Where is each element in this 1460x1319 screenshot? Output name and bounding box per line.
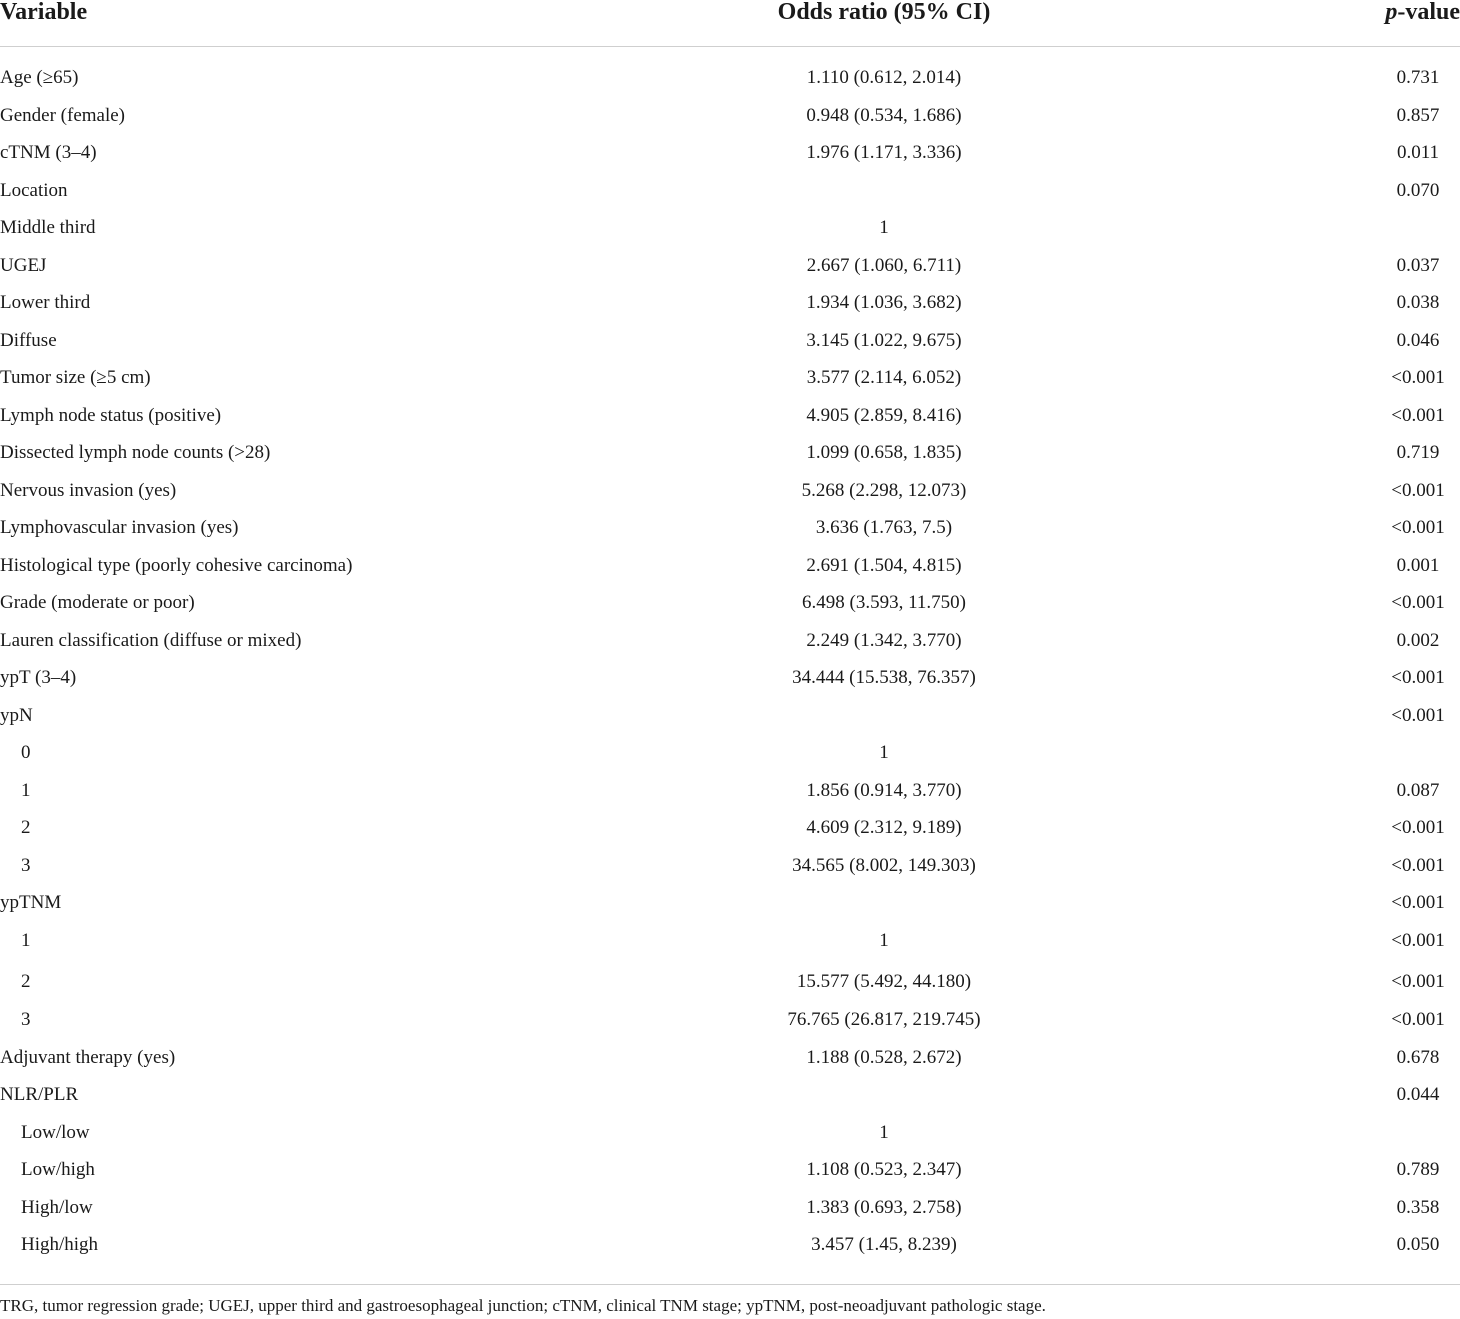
p-value-cell: 0.050: [1396, 1234, 1440, 1255]
table-row: [0, 472, 1460, 510]
variable-cell: Lauren classification (diffuse or mixed): [0, 629, 302, 651]
p-value-cell: <0.001: [1391, 667, 1445, 688]
table-row: [0, 847, 1460, 885]
odds-ratio-cell: 0.948 (0.534, 1.686): [806, 104, 962, 126]
p-value-cell: 0.038: [1396, 292, 1440, 313]
odds-ratio-cell: 4.905 (2.859, 8.416): [806, 404, 962, 426]
variable-cell: Nervous invasion (yes): [0, 479, 177, 501]
column-header-odds-ratio: Odds ratio (95% CI): [777, 0, 991, 25]
table-row: [0, 359, 1460, 397]
variable-cell: ypT (3–4): [0, 667, 77, 688]
variable-cell: Adjuvant therapy (yes): [0, 1046, 176, 1068]
table-body: [0, 59, 1460, 1264]
variable-cell: 1: [21, 779, 31, 801]
footer-rule: [0, 1284, 1460, 1285]
table-row: [0, 397, 1460, 435]
p-value-cell: <0.001: [1391, 479, 1445, 501]
p-value-cell: 0.011: [1396, 142, 1440, 163]
table-row: [0, 884, 1460, 922]
odds-ratio-cell: 1.099 (0.658, 1.835): [806, 442, 962, 463]
table-row: [0, 922, 1460, 960]
table-row: [0, 622, 1460, 660]
variable-cell: cTNM (3–4): [0, 142, 97, 163]
odds-ratio-cell: 2.667 (1.060, 6.711): [806, 254, 962, 276]
variable-cell: High/low: [21, 1196, 93, 1218]
table-row: [0, 1039, 1460, 1077]
table-row: [0, 247, 1460, 285]
table-row: [0, 1076, 1460, 1114]
odds-ratio-cell: 2.691 (1.504, 4.815): [806, 554, 962, 576]
odds-ratio-cell: 5.268 (2.298, 12.073): [801, 479, 967, 501]
odds-ratio-cell: 1.856 (0.914, 3.770): [806, 779, 962, 801]
p-value-cell: 0.789: [1396, 1159, 1440, 1180]
variable-cell: 2: [21, 971, 31, 992]
p-value-cell: <0.001: [1391, 367, 1445, 388]
variable-cell: Lymph node status (positive): [0, 404, 222, 426]
table-row: [0, 209, 1460, 247]
p-value-cell: <0.001: [1391, 517, 1445, 538]
odds-ratio-cell: 3.636 (1.763, 7.5): [815, 517, 953, 538]
odds-ratio-cell: 34.444 (15.538, 76.357): [792, 667, 976, 688]
odds-ratio-cell: 1.108 (0.523, 2.347): [806, 1159, 962, 1180]
odds-ratio-cell: 1.188 (0.528, 2.672): [806, 1046, 962, 1068]
variable-cell: Diffuse: [0, 329, 57, 351]
table-row: [0, 547, 1460, 585]
variable-cell: 3: [21, 1009, 31, 1030]
table-row: [0, 59, 1460, 97]
table-row: [0, 659, 1460, 697]
odds-ratio-cell: 4.609 (2.312, 9.189): [806, 817, 962, 838]
column-header-p-value: [1385, 0, 1460, 28]
odds-ratio-cell: 1.383 (0.693, 2.758): [806, 1196, 962, 1218]
table-row: [0, 509, 1460, 547]
variable-cell: Gender (female): [0, 104, 126, 126]
table-row: [0, 1151, 1460, 1189]
variable-cell: Grade (moderate or poor): [0, 592, 195, 613]
table-row: [0, 772, 1460, 810]
p-value-cell: <0.001: [1391, 971, 1445, 992]
table-row: [0, 284, 1460, 322]
table-row: [0, 1114, 1460, 1152]
odds-ratio-cell: 34.565 (8.002, 149.303): [792, 854, 976, 876]
variable-cell: 2: [21, 817, 31, 838]
variable-cell: Age (≥65): [0, 67, 79, 88]
p-value-cell: 0.719: [1396, 442, 1440, 463]
table-row: [0, 584, 1460, 622]
p-value-cell: 0.046: [1396, 329, 1440, 351]
variable-cell: ypN: [0, 704, 33, 726]
p-value-cell: 0.001: [1396, 554, 1440, 576]
p-value-cell: <0.001: [1391, 817, 1445, 838]
odds-ratio-cell: 3.145 (1.022, 9.675): [806, 329, 962, 351]
variable-cell: Middle third: [0, 217, 96, 238]
p-value-cell: <0.001: [1391, 892, 1445, 913]
variable-cell: Lymphovascular invasion (yes): [0, 517, 239, 538]
odds-ratio-cell: 1.934 (1.036, 3.682): [806, 292, 962, 313]
variable-cell: 1: [21, 929, 31, 951]
odds-ratio-cell: 76.765 (26.817, 219.745): [787, 1009, 981, 1030]
p-value-cell: <0.001: [1391, 929, 1445, 951]
p-value-cell: 0.857: [1396, 104, 1440, 126]
p-value-cell: <0.001: [1391, 592, 1445, 613]
variable-cell: 0: [21, 742, 31, 763]
table-header: [0, 0, 1460, 47]
variable-cell: High/high: [21, 1234, 99, 1255]
table-row: [0, 809, 1460, 847]
table-row: [0, 734, 1460, 772]
variable-cell: Lower third: [0, 292, 91, 313]
odds-ratio-cell: 1: [879, 929, 889, 951]
table-row: [0, 1226, 1460, 1264]
variable-cell: ypTNM: [0, 892, 62, 913]
p-value-cell: 0.358: [1396, 1196, 1440, 1218]
odds-ratio-cell: 1.976 (1.171, 3.336): [806, 142, 962, 163]
p-value-cell: 0.002: [1396, 629, 1440, 651]
p-italic: p: [1385, 0, 1398, 25]
p-value-cell: 0.037: [1396, 254, 1440, 276]
variable-cell: Low/high: [21, 1159, 95, 1180]
p-value-cell: <0.001: [1391, 854, 1445, 876]
p-value-cell: 0.044: [1396, 1084, 1440, 1105]
variable-cell: 3: [21, 854, 31, 876]
odds-ratio-cell: 15.577 (5.492, 44.180): [796, 971, 972, 992]
column-header-variable: Variable: [0, 0, 88, 25]
variable-cell: Low/low: [21, 1121, 90, 1143]
table-row: [0, 97, 1460, 135]
odds-ratio-cell: 1: [879, 742, 889, 763]
table-row: [0, 322, 1460, 360]
table-row: [0, 959, 1460, 1001]
odds-ratio-cell: 1.110 (0.612, 2.014): [806, 67, 962, 88]
odds-ratio-cell: 6.498 (3.593, 11.750): [802, 592, 966, 613]
p-value-cell: 0.678: [1396, 1046, 1440, 1068]
odds-ratio-cell: 1: [879, 1121, 889, 1143]
variable-cell: Tumor size (≥5 cm): [0, 367, 151, 388]
p-value-cell: <0.001: [1391, 404, 1445, 426]
table-footnote: TRG, tumor regression grade; UGEJ, upper third and gastroesophageal junction; cTNM, clinical TNM stage; ypTNM, post-neoadjuvant pathologic stage.: [0, 1296, 1046, 1315]
odds-ratio-cell: 3.577 (2.114, 6.052): [806, 367, 962, 388]
table-row: [0, 172, 1460, 210]
table-row: [0, 697, 1460, 735]
p-value-cell: <0.001: [1391, 704, 1445, 726]
variable-cell: Dissected lymph node counts (>28): [0, 442, 271, 463]
p-value-cell: 0.070: [1396, 179, 1440, 201]
variable-cell: Location: [0, 179, 68, 201]
table-row: [0, 1189, 1460, 1227]
odds-ratio-cell: 2.249 (1.342, 3.770): [806, 629, 962, 651]
odds-ratio-cell: 1: [879, 217, 889, 238]
variable-cell: Histological type (poorly cohesive carcinoma): [0, 554, 353, 576]
p-value-cell: <0.001: [1391, 1009, 1445, 1030]
variable-cell: NLR/PLR: [0, 1084, 79, 1105]
p-value-cell: 0.731: [1396, 67, 1440, 88]
p-value-cell: 0.087: [1396, 779, 1440, 801]
table-row: [0, 1001, 1460, 1039]
p-rest: -value: [1397, 0, 1460, 25]
odds-ratio-cell: 3.457 (1.45, 8.239): [811, 1234, 957, 1255]
variable-cell: UGEJ: [0, 254, 47, 276]
table-row: [0, 134, 1460, 172]
table-row: [0, 434, 1460, 472]
